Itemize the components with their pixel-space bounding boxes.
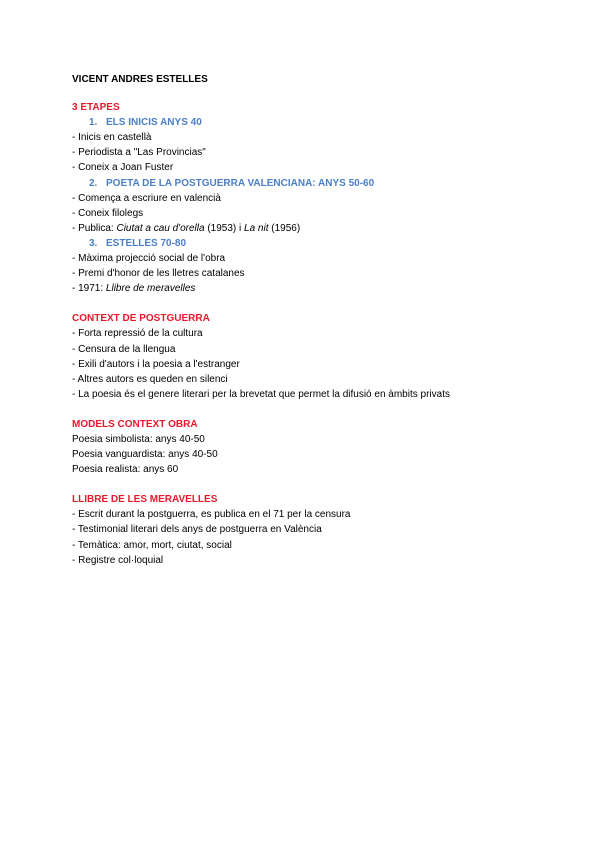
section-heading-models: MODELS CONTEXT OBRA — [72, 418, 198, 430]
publica-prefix: - Publica: — [72, 222, 117, 234]
list-item: - Coneix filolegs — [72, 207, 144, 219]
list-item: - Màxima projecció social de l'obra — [72, 253, 226, 265]
subsection-title: ELS INICIS ANYS 40 — [106, 117, 202, 129]
list-item: - Premi d'honor de les lletres catalanes — [72, 268, 245, 280]
section-heading-llibre: LLIBRE DE LES MERAVELLES — [72, 494, 218, 506]
document-title: VICENT ANDRES ESTELLES — [72, 74, 208, 85]
section-heading-etapes: 3 ETAPES — [72, 102, 120, 114]
list-item: Poesia simbolista: anys 40-50 — [72, 433, 205, 445]
list-item: - Testimonial literari dels anys de postguerra en València — [72, 524, 322, 536]
list-item: Poesia realista: anys 60 — [72, 464, 179, 476]
list-item: - Inicis en castellà — [72, 132, 152, 144]
subsection-title: ESTELLES 70-80 — [106, 237, 187, 249]
list-item: - Escrit durant la postguerra, es publica en el 71 per la censura — [72, 509, 351, 521]
list-item: - Temàtica: amor, mort, ciutat, social — [72, 539, 232, 551]
list-item: - Forta repressió de la cultura — [72, 328, 203, 340]
work-year: (1956) — [268, 222, 301, 234]
subsection-heading-postguerra — [72, 176, 542, 191]
subsection-number: 1. — [89, 117, 98, 129]
work-title: Llibre de meravelles — [105, 283, 196, 295]
list-item-publica — [72, 221, 542, 236]
subsection-number: 2. — [89, 177, 98, 189]
list-item: - Periodista a "Las Provincias" — [72, 147, 206, 159]
work-title: Ciutat a cau d'orella — [116, 222, 205, 234]
list-item: - La poesia és el genere literari per la brevetat que permet la difusió en àmbits privats — [72, 388, 450, 400]
list-item: - Registre col·loquial — [72, 554, 164, 566]
section-heading-context: CONTEXT DE POSTGUERRA — [72, 313, 210, 325]
list-item-1971 — [72, 281, 542, 296]
year-prefix: - 1971: — [72, 283, 106, 295]
list-item: - Exili d'autors i la poesia a l'estranger — [72, 358, 240, 370]
list-item: Poesia vanguardista: anys 40-50 — [72, 449, 218, 461]
list-item: - Comença a escriure en valencià — [72, 192, 221, 204]
subsection-heading-inicis — [72, 115, 542, 130]
work-year: (1953) i — [204, 222, 245, 234]
document-body — [72, 72, 542, 568]
subsection-heading-estelles — [72, 236, 542, 251]
subsection-number: 3. — [89, 237, 98, 249]
subsection-title: POETA DE LA POSTGUERRA VALENCIANA: ANYS 50-60 — [106, 177, 375, 189]
list-item: - Altres autors es queden en silenci — [72, 373, 228, 385]
list-item: - Coneix a Joan Fuster — [72, 162, 174, 174]
work-title: La nit — [244, 222, 269, 234]
list-item: - Censura de la llengua — [72, 343, 176, 355]
